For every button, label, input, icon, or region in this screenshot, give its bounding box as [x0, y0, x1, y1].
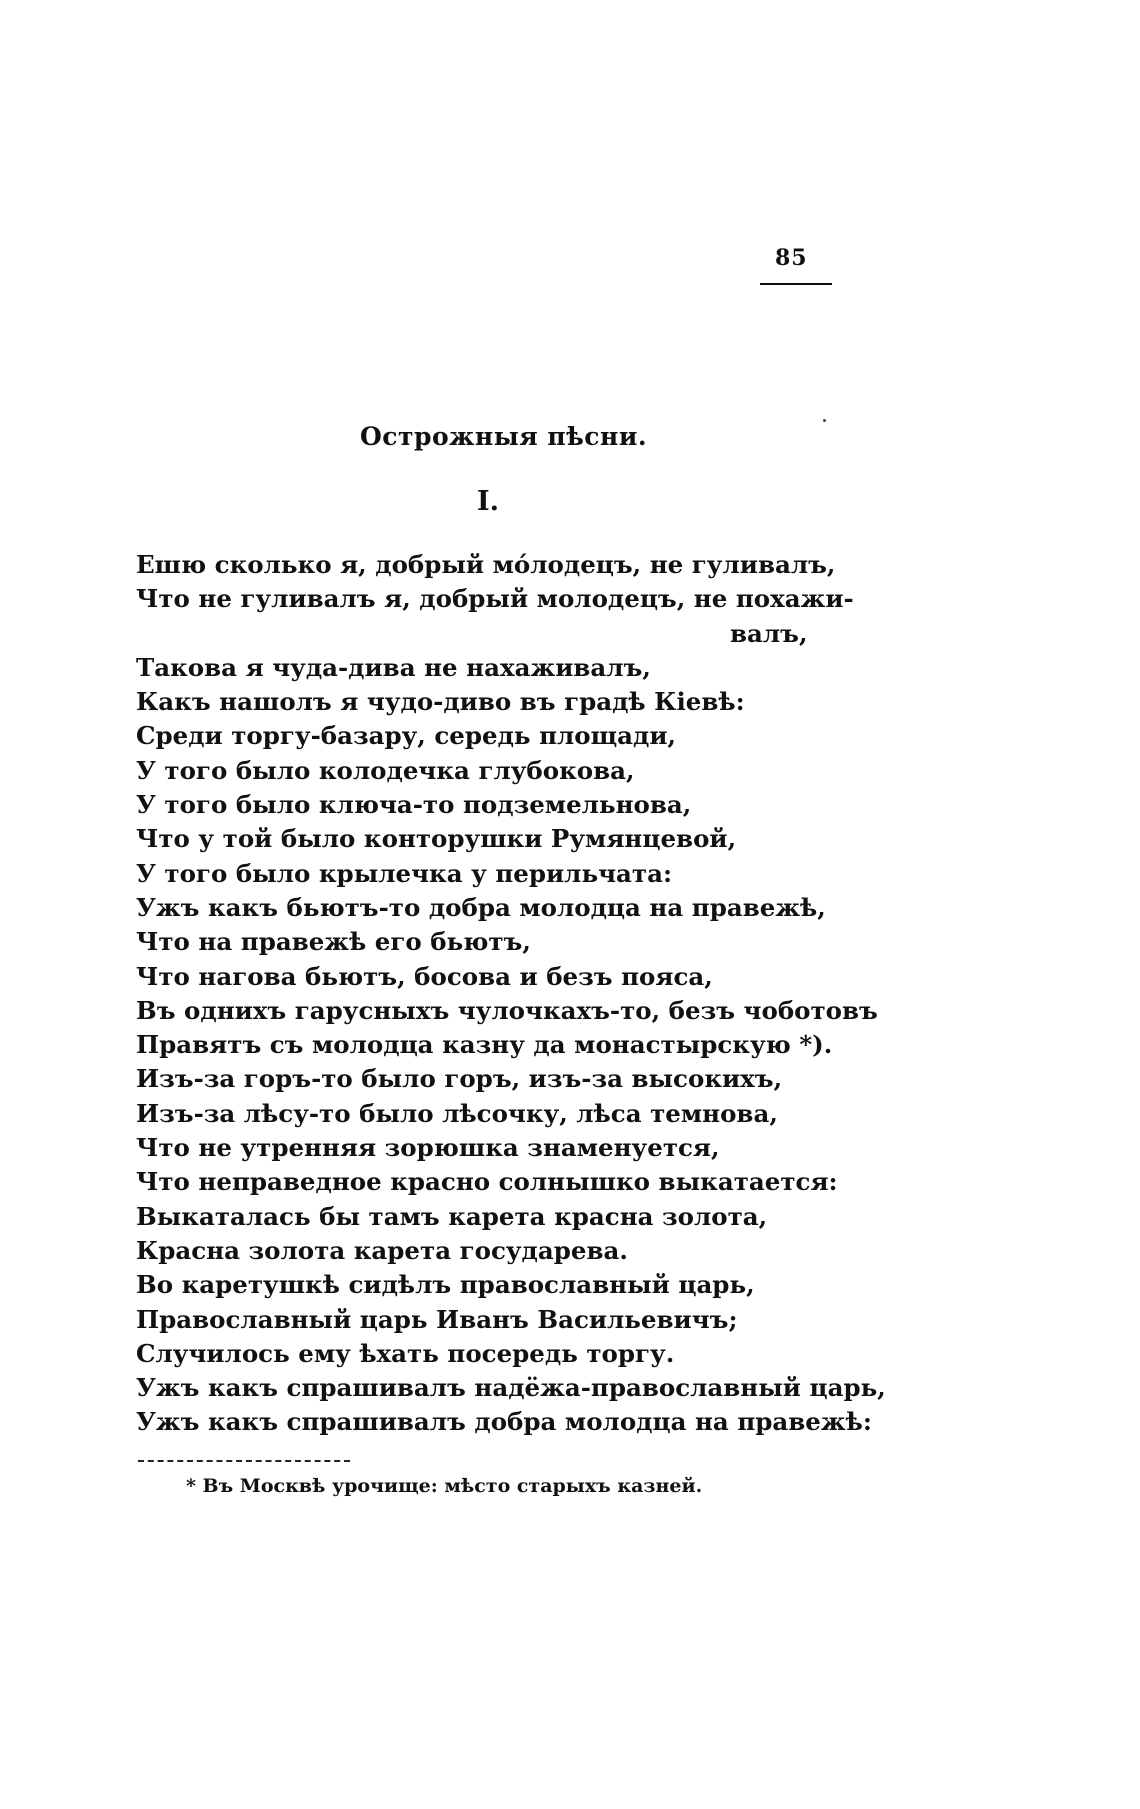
- page-number: 85: [775, 245, 808, 271]
- verse-line: Что не утренняя зорюшка знаменуется,: [136, 1133, 720, 1163]
- footnote: * Въ Москвѣ урочище: мѣсто старыхъ казней.: [186, 1475, 703, 1497]
- verse-line: Такова я чуда-дива не нахаживалъ,: [136, 652, 651, 682]
- verse-line: Ужъ какъ спрашивалъ надёжа-православный царь,: [136, 1373, 886, 1403]
- verse-line: Что на правежѣ его бьютъ,: [136, 927, 531, 957]
- verse-line: Что нагова бьютъ, босова и безъ пояса,: [136, 961, 713, 991]
- stray-mark: [823, 419, 826, 422]
- verse-line: Среди торгу-базару, середь площади,: [136, 721, 677, 751]
- verse-line-continuation: валъ,: [730, 618, 808, 648]
- verse-line: Что не гуливалъ я, добрый молодецъ, не похажи-: [136, 584, 854, 614]
- song-numeral: I.: [477, 486, 500, 517]
- verse-line: Изъ-за лѣсу-то было лѣсочку, лѣса темнова,: [136, 1098, 778, 1128]
- verse-line: У того было крылечка у перильчата:: [136, 858, 672, 888]
- footnote-rule: [138, 1460, 350, 1462]
- verse-line: Въ однихъ гарусныхъ чулочкахъ-то, безъ чоботовъ: [136, 995, 878, 1025]
- verse-line: Какъ нашолъ я чудо-диво въ градѣ Кіевѣ:: [136, 687, 745, 717]
- verse-line: У того было ключа-то подземельнова,: [136, 790, 692, 820]
- section-title: Острожныя пѣсни.: [360, 422, 648, 451]
- verse: [136, 548, 886, 1440]
- verse-line: Что у той было конторушки Румянцевой,: [136, 824, 737, 854]
- verse-line: Изъ-за горъ-то было горъ, изъ-за высокихъ,: [136, 1064, 783, 1094]
- verse-line: Выкаталась бы тамъ карета красна золота,: [136, 1201, 768, 1231]
- verse-line: У того было колодечка глубокова,: [136, 755, 635, 785]
- verse-line: Ешю сколько я, добрый мóлодецъ, не гуливалъ,: [136, 550, 836, 579]
- verse-line: Во каретушкѣ сидѣлъ православный царь,: [136, 1270, 755, 1300]
- verse-line: Красна золота карета государева.: [136, 1235, 628, 1265]
- verse-line: Православный царь Иванъ Васильевичъ;: [136, 1304, 738, 1334]
- verse-line: Ужъ какъ бьютъ-то добра молодца на правежѣ,: [136, 892, 826, 922]
- verse-line: Правятъ съ молодца казну да монастырскую *).: [136, 1030, 833, 1060]
- verse-line: Что неправедное красно солнышко выкатается:: [136, 1167, 838, 1197]
- verse-line: Случилось ему ѣхать посередь торгу.: [136, 1338, 675, 1368]
- page-number-rule: [760, 283, 832, 285]
- verse-line: Ужъ какъ спрашивалъ добра молодца на правежѣ:: [136, 1407, 872, 1437]
